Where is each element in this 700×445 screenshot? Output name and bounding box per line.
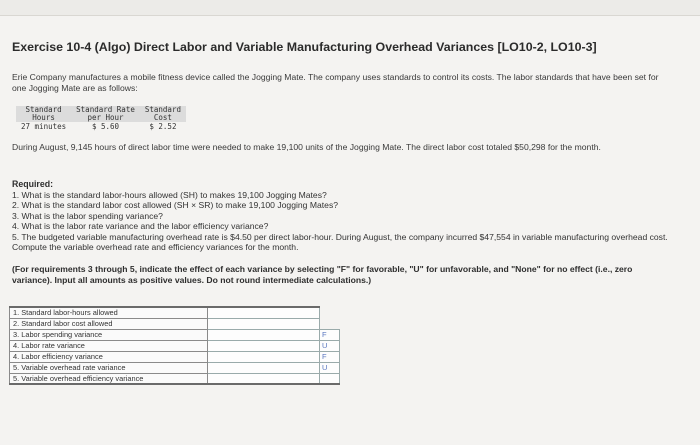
answer-row [10, 307, 340, 318]
answer-label: 3. Labor spending variance [10, 329, 208, 340]
answer-amount-input[interactable] [208, 362, 320, 373]
answer-row [10, 373, 340, 384]
header-standard-cost [140, 106, 186, 122]
answer-label: 2. Standard labor cost allowed [10, 318, 208, 329]
exercise-title: Exercise 10-4 (Algo) Direct Labor and Variable Manufacturing Overhead Variances [LO10-2, LO10-3] [12, 40, 597, 54]
requirement-item: 3. What is the labor spending variance? [12, 210, 163, 221]
effect-select[interactable]: F [320, 329, 340, 340]
required-heading: Required: [12, 179, 54, 189]
intro-paragraph: Erie Company manufactures a mobile fitness device called the Jogging Mate. The company uses standards to control its costs. The labor standards that have been set for one Jogging Mate are as follows: [12, 72, 659, 93]
answer-amount-input[interactable] [208, 373, 320, 384]
header-line: per Hour [87, 113, 124, 122]
answer-amount-input[interactable] [208, 307, 320, 318]
answer-amount-input[interactable] [208, 329, 320, 340]
requirements-list [12, 190, 682, 252]
effect-select[interactable]: U [320, 340, 340, 351]
header-line: Standard [144, 105, 181, 114]
answer-label: 5. Variable overhead efficiency variance [10, 373, 208, 384]
answer-label: 4. Labor efficiency variance [10, 351, 208, 362]
standard-hours-value: 27 minutes [16, 122, 71, 131]
header-line: Standard Rate [76, 105, 135, 114]
requirement-item: 2. What is the standard labor cost allowed (SH × SR) to make 19,100 Jogging Mates? [12, 200, 339, 211]
labor-standards-table [16, 106, 186, 131]
standards-header-row [16, 106, 186, 122]
answer-row [10, 351, 340, 362]
instructions-note: (For requirements 3 through 5, indicate the effect of each variance by selecting "F" for favorable, "U" for unfavorable, and "None" for no effect (i.e., zero variance). Input all amounts as positive values. Do not round intermediate calculations.) [12, 264, 633, 285]
requirement-item: 5. The budgeted variable manufacturing overhead rate is $4.50 per direct labor-hour. During August, the company incurred $47,554 in variable manufacturing overhead cost. Compute the variable overhead rate and efficiency variances for the month. [12, 231, 668, 253]
header-line: Cost [153, 113, 172, 122]
top-bar [0, 0, 700, 16]
august-paragraph: During August, 9,145 hours of direct labor time were needed to make 19,100 units of the Jogging Mate. The direct labor cost totaled $50,298 for the month. [12, 142, 601, 152]
header-line: Standard [25, 105, 62, 114]
effect-select[interactable]: U [320, 362, 340, 373]
answer-row [10, 340, 340, 351]
answer-label: 4. Labor rate variance [10, 340, 208, 351]
answer-row [10, 362, 340, 373]
requirement-item: 1. What is the standard labor-hours allowed (SH) to makes 19,100 Jogging Mates? [12, 190, 327, 200]
answer-label: 1. Standard labor-hours allowed [10, 307, 208, 318]
header-line: Hours [32, 113, 55, 122]
standard-cost-value: $ 2.52 [140, 122, 186, 131]
header-standard-hours [16, 106, 71, 122]
answer-amount-input[interactable] [208, 340, 320, 351]
header-standard-rate [71, 106, 140, 122]
standard-rate-value: $ 5.60 [71, 122, 140, 131]
requirement-item: 4. What is the labor rate variance and the labor efficiency variance? [12, 221, 269, 232]
standards-value-row [16, 122, 186, 131]
answer-row [10, 329, 340, 340]
answer-amount-input[interactable] [208, 351, 320, 362]
answer-label: 5. Variable overhead rate variance [10, 362, 208, 373]
answer-amount-input[interactable] [208, 318, 320, 329]
answer-table [9, 306, 340, 385]
effect-select[interactable]: F [320, 351, 340, 362]
effect-select[interactable] [320, 373, 340, 384]
answer-row [10, 318, 340, 329]
